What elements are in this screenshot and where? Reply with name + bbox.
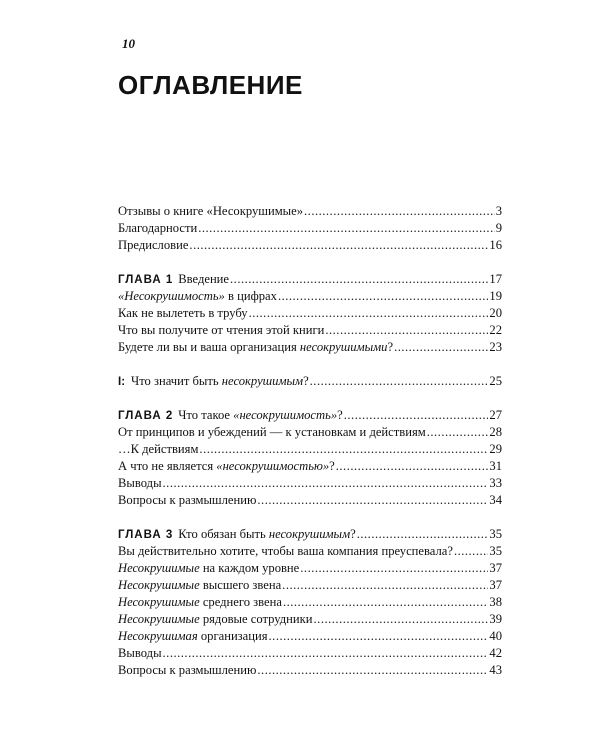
toc-entry[interactable]: [118, 407, 502, 424]
toc-section: [118, 373, 502, 390]
toc-entry[interactable]: [118, 339, 502, 356]
dot-leader: [163, 645, 489, 662]
dot-leader: [198, 220, 495, 237]
toc-entry-label: [118, 628, 268, 645]
toc-entry-label: [118, 288, 277, 305]
toc-section: [118, 271, 502, 356]
dot-leader: [304, 203, 495, 220]
dot-leader: [199, 441, 488, 458]
toc-entry-page: 37: [489, 578, 502, 592]
toc-entry[interactable]: [118, 441, 502, 458]
page-title: ОГЛАВЛЕНИЕ: [118, 70, 303, 100]
toc-entry-label: [118, 441, 198, 458]
toc-entry-text: среднего звена: [199, 595, 282, 609]
toc-entry[interactable]: [118, 458, 502, 475]
toc-section: [118, 407, 502, 509]
toc-entry-text: Будете ли вы и ваша организация: [118, 340, 300, 354]
toc-entry-page: 43: [489, 663, 502, 677]
dot-leader: [344, 407, 489, 424]
toc-entry-label: [118, 322, 324, 339]
toc-entry-label: [118, 407, 343, 425]
toc-entry-page: 9: [495, 221, 502, 235]
dot-leader: [257, 492, 488, 509]
toc-section: [118, 526, 502, 679]
toc-entry-page: 23: [489, 340, 502, 354]
toc-entry[interactable]: [118, 373, 502, 390]
toc-entry-text: Несокрушимая: [118, 629, 198, 643]
toc-entry-text: несокрушимыми: [299, 340, 388, 354]
dot-leader: [283, 594, 488, 611]
toc-entry[interactable]: [118, 475, 502, 492]
dot-leader: [300, 560, 488, 577]
toc-entry-label: [118, 526, 356, 544]
toc-entry[interactable]: [118, 322, 502, 339]
toc-entry-text: «несокрушимость»: [233, 408, 338, 422]
toc-entry-label: [118, 424, 426, 441]
toc-entry-text: Что вы получите от чтения этой книги: [118, 323, 325, 337]
toc-entry-text: ?: [303, 374, 309, 388]
toc-entry-page: 37: [489, 561, 502, 575]
toc-entry[interactable]: [118, 492, 502, 509]
chapter-number: ГЛАВА 1: [118, 274, 174, 286]
toc-entry-label: [118, 475, 162, 492]
toc-entry-text: Введение: [178, 272, 230, 286]
toc-entry-text: Отзывы о книге «Несокрушимые»: [118, 204, 304, 218]
toc-entry-text: От принципов и убеждений — к установкам и действиям: [118, 425, 426, 439]
toc-entry-page: 17: [489, 272, 502, 286]
toc-entry-text: Выводы: [118, 646, 162, 660]
toc-entry-page: 19: [489, 289, 502, 303]
toc-entry-page: 35: [489, 544, 502, 558]
toc-entry-text: высшего звена: [199, 578, 282, 592]
toc-entry-text: Благодарности: [118, 221, 198, 235]
toc-entry-page: 40: [489, 629, 502, 643]
toc-entry-label: [118, 203, 303, 220]
toc-entry-text: Вы действительно хотите, чтобы ваша компания преуспевала?: [118, 544, 453, 558]
toc-entry-text: Вопросы к размышлению: [118, 663, 257, 677]
toc-entry-text: Предисловие: [118, 238, 189, 252]
toc-entry-text: в цифрах: [224, 289, 277, 303]
toc-entry-page: 22: [489, 323, 502, 337]
toc-entry-text: Несокрушимые: [118, 612, 200, 626]
toc-entry-label: [118, 237, 188, 254]
table-of-contents: [118, 203, 502, 696]
dot-leader: [257, 662, 488, 679]
dot-leader: [357, 526, 489, 543]
toc-entry-page: 29: [489, 442, 502, 456]
dot-leader: [325, 322, 488, 339]
toc-entry[interactable]: [118, 424, 502, 441]
toc-entry-page: 28: [489, 425, 502, 439]
toc-entry-text: организация: [197, 629, 268, 643]
toc-entry-text: А что не является: [118, 459, 217, 473]
toc-entry-page: 27: [489, 408, 502, 422]
toc-entry[interactable]: [118, 662, 502, 679]
toc-entry[interactable]: [118, 271, 502, 288]
chapter-number: ГЛАВА 2: [118, 410, 174, 422]
toc-entry-label: [118, 662, 256, 679]
toc-entry-text: Как не вылететь в трубу: [118, 306, 248, 320]
toc-entry-text: несокрушимым: [221, 374, 304, 388]
toc-entry-label: [118, 339, 393, 356]
toc-entry-text: ?: [329, 459, 335, 473]
toc-entry-text: Что значит быть: [131, 374, 222, 388]
toc-entry-text: «несокрушимостью»: [216, 459, 330, 473]
toc-entry-text: Несокрушимые: [118, 578, 200, 592]
toc-entry[interactable]: [118, 594, 502, 611]
toc-entry-page: 33: [489, 476, 502, 490]
dot-leader: [310, 373, 489, 390]
toc-entry[interactable]: [118, 560, 502, 577]
toc-entry-text: Несокрушимые: [118, 561, 200, 575]
part-number: I:: [118, 376, 126, 388]
toc-entry-text: рядовые сотрудники: [199, 612, 313, 626]
toc-entry-page: 35: [489, 527, 502, 541]
toc-entry[interactable]: [118, 577, 502, 594]
toc-entry-label: [118, 492, 256, 509]
toc-entry-text: несокрушимым: [268, 527, 351, 541]
toc-entry-text: Кто обязан быть: [178, 527, 269, 541]
toc-entry-text: …К действиям: [118, 442, 199, 456]
toc-entry-text: ?: [350, 527, 356, 541]
dot-leader: [454, 543, 488, 560]
toc-entry-page: 34: [489, 493, 502, 507]
toc-entry-label: [118, 645, 162, 662]
toc-entry-label: [118, 611, 313, 628]
toc-entry[interactable]: [118, 611, 502, 628]
toc-entry[interactable]: [118, 237, 502, 254]
toc-entry-page: 3: [495, 204, 502, 218]
toc-entry-text: на каждом уровне: [199, 561, 300, 575]
dot-leader: [314, 611, 489, 628]
toc-entry-label: [118, 458, 335, 475]
toc-entry[interactable]: [118, 305, 502, 322]
toc-entry-label: [118, 577, 281, 594]
toc-entry-text: Выводы: [118, 476, 162, 490]
page-number: 10: [122, 36, 135, 51]
toc-entry[interactable]: [118, 203, 502, 220]
dot-leader: [282, 577, 488, 594]
chapter-number: ГЛАВА 3: [118, 529, 174, 541]
dot-leader: [278, 288, 488, 305]
toc-entry-page: 25: [489, 374, 502, 388]
toc-entry-page: 42: [489, 646, 502, 660]
dot-leader: [189, 237, 488, 254]
dot-leader: [249, 305, 489, 322]
toc-entry-text: ?: [337, 408, 343, 422]
toc-entry-label: [118, 271, 229, 289]
toc-entry-text: Вопросы к размышлению: [118, 493, 257, 507]
toc-entry-page: 38: [489, 595, 502, 609]
toc-entry-text: Что такое: [178, 408, 234, 422]
toc-entry-text: ?: [387, 340, 394, 354]
toc-entry-label: [118, 220, 197, 237]
toc-entry-label: [118, 305, 248, 322]
toc-entry-page: 39: [489, 612, 502, 626]
toc-entry[interactable]: [118, 288, 502, 305]
toc-entry-label: [118, 594, 282, 611]
toc-section: [118, 203, 502, 254]
toc-entry-label: [118, 560, 299, 577]
dot-leader: [269, 628, 489, 645]
dot-leader: [394, 339, 488, 356]
toc-entry-page: 20: [489, 306, 502, 320]
toc-entry-page: 31: [489, 459, 502, 473]
toc-entry[interactable]: [118, 543, 502, 560]
dot-leader: [163, 475, 489, 492]
toc-entry-label: [118, 373, 309, 391]
dot-leader: [427, 424, 489, 441]
toc-entry[interactable]: [118, 220, 502, 237]
toc-entry-label: [118, 543, 453, 560]
dot-leader: [230, 271, 488, 288]
toc-entry[interactable]: [118, 645, 502, 662]
toc-entry-text: «Несокрушимость»: [118, 289, 225, 303]
toc-entry-page: 16: [489, 238, 502, 252]
toc-entry[interactable]: [118, 628, 502, 645]
dot-leader: [336, 458, 489, 475]
toc-entry[interactable]: [118, 526, 502, 543]
toc-entry-text: Несокрушимые: [118, 595, 200, 609]
